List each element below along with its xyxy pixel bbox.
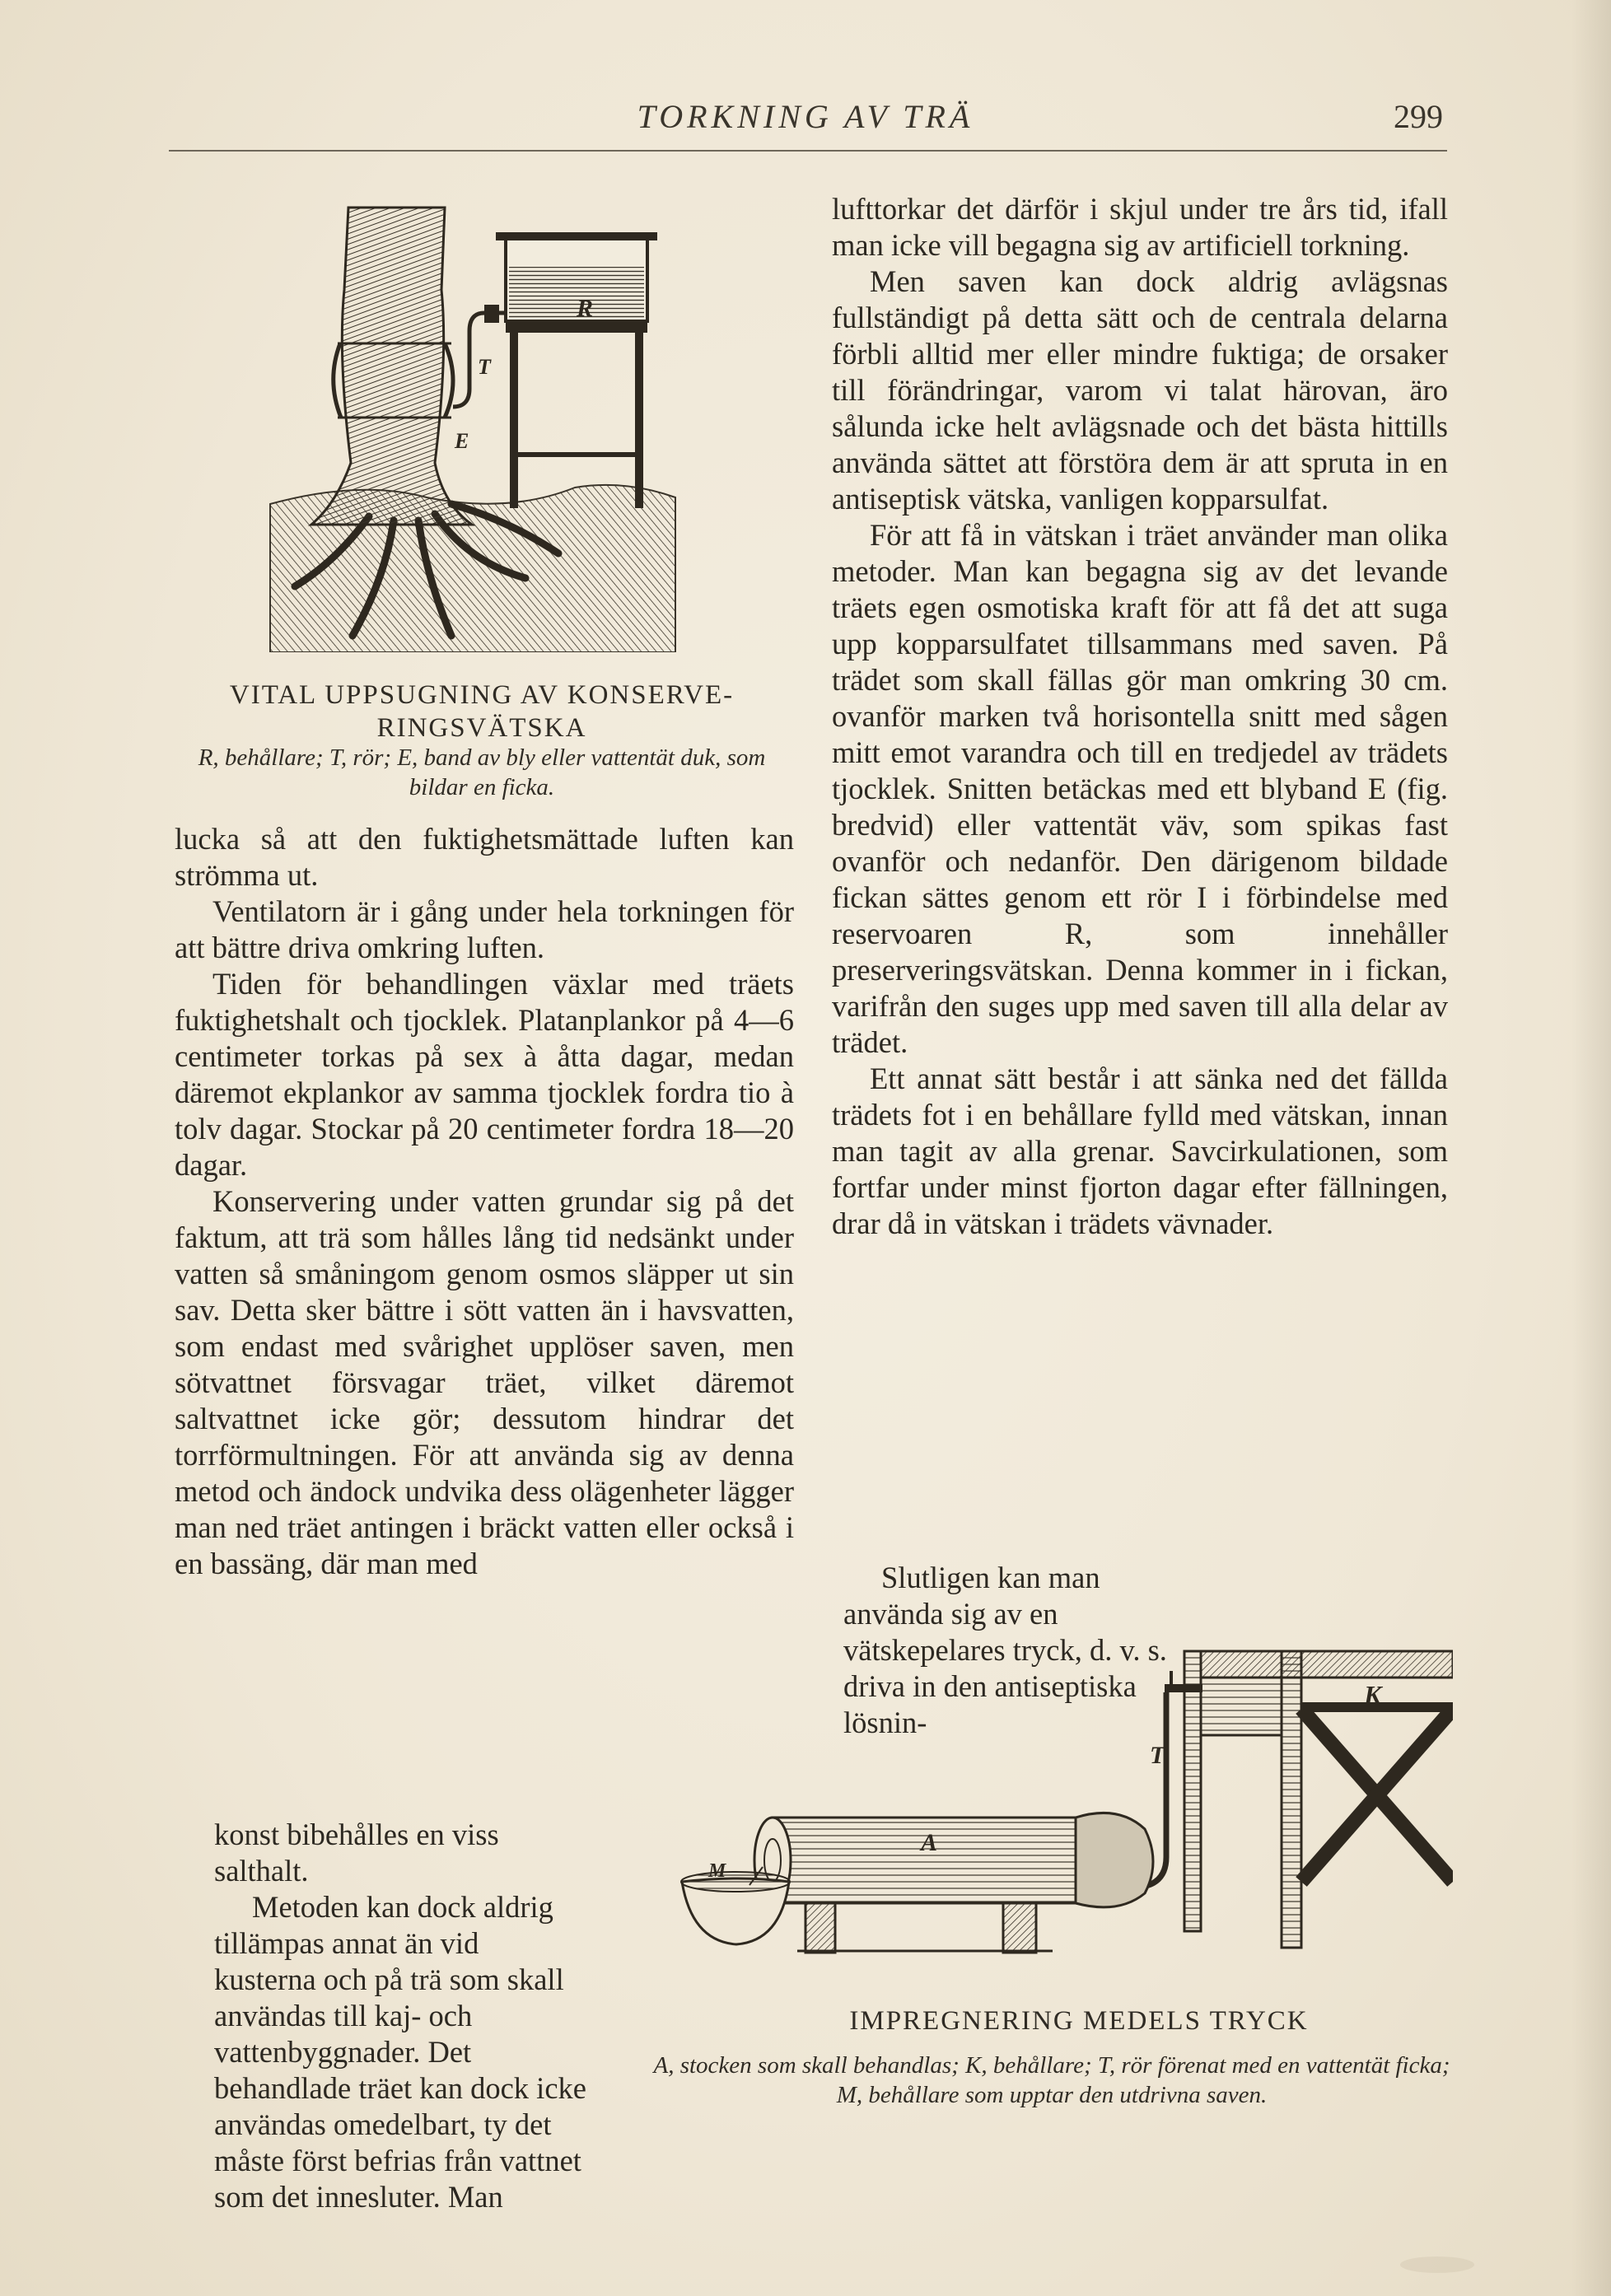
header-rule — [169, 150, 1447, 152]
tree-reservoir-illustration — [262, 191, 684, 652]
left-column-narrow — [214, 1817, 586, 2215]
left-column — [175, 821, 794, 1582]
pressure-impregnation-illustration — [657, 1635, 1453, 1989]
running-header-title: TORKNING AV TRÄ — [637, 98, 974, 135]
right-column — [832, 191, 1448, 1242]
paragraph: För att få in vätskan i träet använder man olika metoder. Man kan begagna sig av det levande träets egen osmotiska kraft för att få det att suga upp kopparsulfatet tillsammans med saven. På trädet som skall fällas gör man omkring 30 cm. ovanför marken två horisontella snitt med sågen mitt emot varandra och till en tredjedel av trädets tjocklek. Snitten betäckas med ett blyband E (fig. bredvid) eller vattentät väv, som spikas fast ovanför och nedanför. Den därigenom bildade fickan sättes genom ett rör I i förbindelse med reservoaren R, som innehåller preserveringsvätskan. Denna kommer in i fickan, varifrån den suges upp med saven till alla delar av trädet. — [832, 518, 1448, 1059]
paragraph: Metoden kan dock aldrig tillämpas annat än vid kusterna och på trä som skall användas till kaj- och vattenbyggnader. Det behandlade träet kan dock icke användas omedelbart, ty det måste först befrias från vattnet som det innesluter. Man — [214, 1890, 586, 2214]
paragraph: Tiden för behandlingen växlar med träets fuktighetshalt och tjocklek. Platanplankor på 4—6 centimeter torkas på sex à åtta dagar, medan däremot ekplankor av samma tjocklek fordra tio à tolv dagar. Stockar på 20 centimeter fordra 18—20 dagar. — [175, 967, 794, 1182]
label-T: T — [478, 355, 491, 379]
paragraph: lufttorkar det därför i skjul under tre års tid, ifall man icke vill begagna sig av artificiell torkning. — [832, 192, 1448, 262]
paper-stain — [1400, 2256, 1474, 2273]
paragraph: Konservering under vatten grundar sig på det faktum, att trä som hålles lång tid nedsänkt under vatten så småningom genom osmos släpper ut sin sav. Detta sker bättre i sött vatten än i havsvatten, som endast med svårighet upplöser saven, men sötvattnet försvagar träet, vilket däremot saltvattnet icke gör; dessutom hindrar det torrförmultningen. För att använda sig av denna metod och ändock undvika dess olägenheter lägger man ned träet antingen i bräckt vatten eller också i en bassäng, där man med — [175, 1184, 794, 1580]
label-M: M — [708, 1860, 726, 1882]
paragraph: Men saven kan dock aldrig avlägsnas fullständigt på detta sätt och de centrala delarna förbli alltid mer eller mindre fuktiga; de orsaker till förändringar, varom vi talat härovan, äro sålunda icke helt avlägsnade och det bästa hittills använda sättet att förstöra dem är att spruta in en antiseptisk vätska, vanligen kopparsulfat. — [832, 264, 1448, 516]
page-edge-shadow — [1571, 0, 1611, 2296]
paragraph: konst bibehålles en viss salthalt. — [214, 1818, 499, 1888]
label-T: T — [1150, 1742, 1165, 1769]
paragraph: lucka så att den fuktighetsmättade luften kan strömma ut. — [175, 822, 794, 892]
paragraph: Ventilatorn är i gång under hela torkningen för att bättre driva omkring luften. — [175, 894, 794, 964]
paragraph: Ett annat sätt består i att sänka ned det fällda trädets fot i en behållare fylld med vätskan, innan man tagit av alla grenar. Savcirkulationen, som fortfar under minst fjorton dagar efter fällningen, drar då in vätskan i trädets vävnader. — [832, 1062, 1448, 1240]
figure-caption-body-tree: R, behållare; T, rör; E, band av bly eller vattentät duk, som bildar en ficka. — [198, 744, 766, 800]
label-A: A — [921, 1829, 938, 1856]
label-K: K — [1364, 1680, 1382, 1710]
figure-caption-body-pressure: A, stocken som skall behandlas; K, behållare; T, rör förenat med en vattentät ficka; M, behållare som upptar den utdrivna saven. — [653, 2052, 1450, 2108]
label-E: E — [455, 429, 469, 453]
figure-caption-title-tree: VITAL UPPSUGNING AV KONSERVE-RINGSVÄTSKA — [229, 680, 735, 743]
page-number: 299 — [1394, 98, 1443, 135]
label-R: R — [577, 295, 594, 322]
paragraph: Slutligen kan man använda sig av en vätskepelares tryck, d. v. s. driva in den antiseptiska lösnin- — [843, 1561, 1167, 1739]
figure-caption-title-pressure: IMPREGNERING MEDELS TRYCK — [849, 2006, 1309, 2036]
